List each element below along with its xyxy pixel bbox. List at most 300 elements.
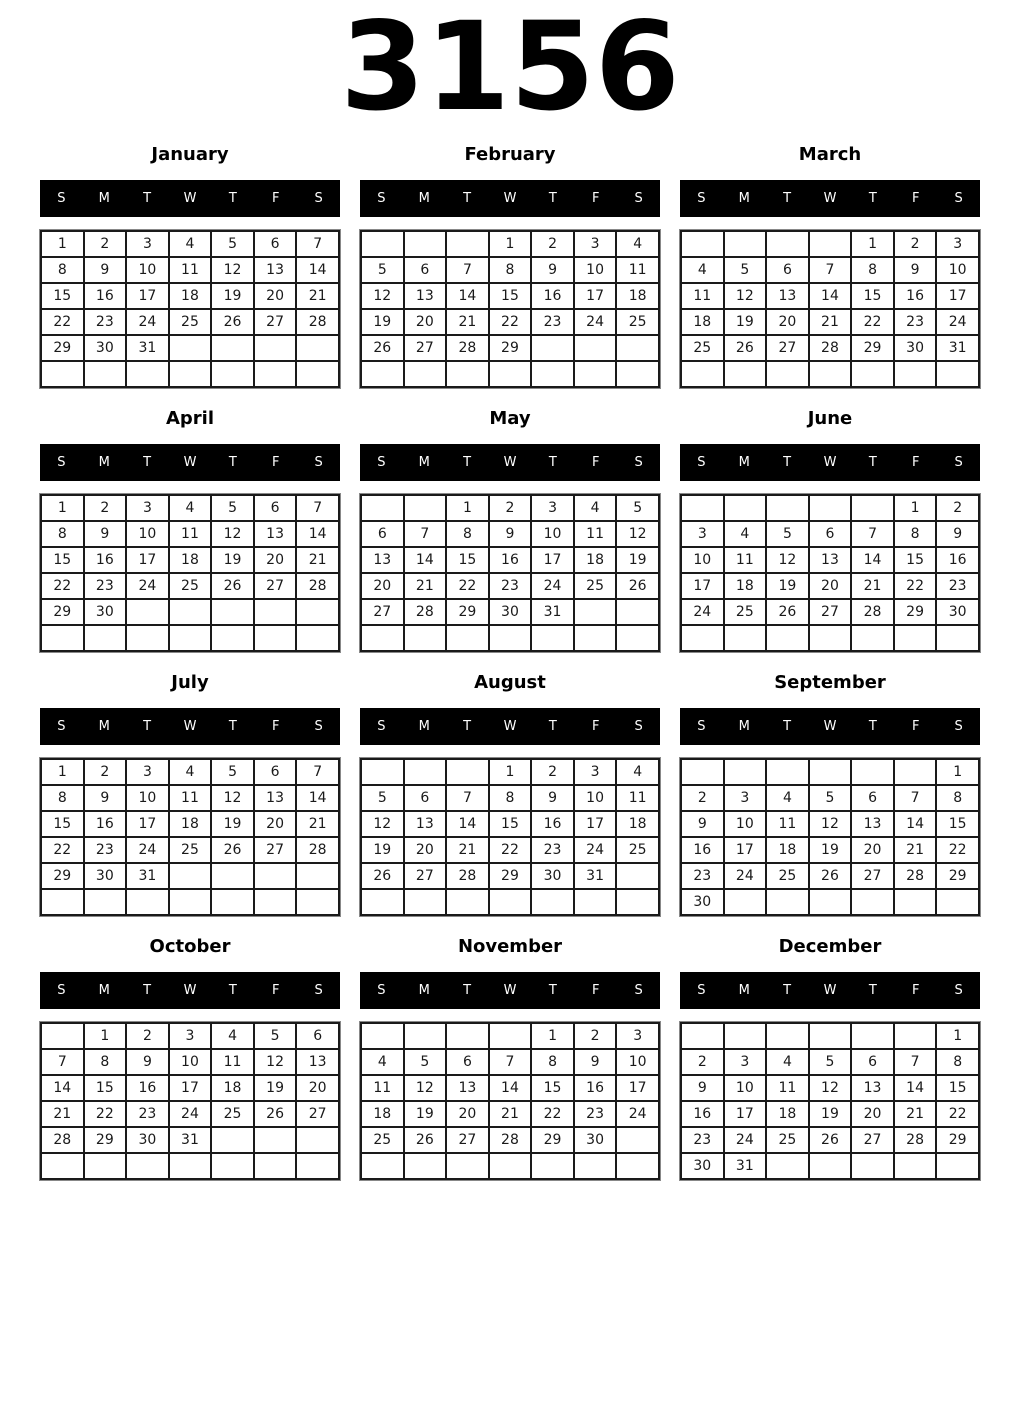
month-december bbox=[680, 926, 980, 1180]
day-cell: 28 bbox=[446, 863, 489, 889]
day-cell: 26 bbox=[809, 1127, 852, 1153]
week-row bbox=[681, 837, 979, 863]
day-cell: 8 bbox=[531, 1049, 574, 1075]
weekday-label: M bbox=[738, 191, 750, 206]
empty-cell bbox=[681, 1023, 724, 1049]
day-cell: 6 bbox=[296, 1023, 339, 1049]
day-cell: 18 bbox=[169, 811, 212, 837]
day-cell: 11 bbox=[574, 521, 617, 547]
day-cell: 17 bbox=[616, 1075, 659, 1101]
weekday-label: F bbox=[271, 191, 280, 206]
week-row bbox=[41, 1153, 339, 1179]
empty-cell bbox=[681, 625, 724, 651]
day-cell: 6 bbox=[851, 785, 894, 811]
month-day-grid bbox=[360, 758, 660, 916]
day-cell: 16 bbox=[894, 283, 937, 309]
empty-cell bbox=[84, 625, 127, 651]
empty-cell bbox=[681, 495, 724, 521]
day-cell: 13 bbox=[254, 785, 297, 811]
day-cell: 24 bbox=[126, 309, 169, 335]
day-cell: 3 bbox=[681, 521, 724, 547]
day-cell: 29 bbox=[41, 335, 84, 361]
weekday-label: W bbox=[503, 719, 517, 734]
day-cell: 26 bbox=[361, 863, 404, 889]
weekday-label: F bbox=[591, 719, 600, 734]
weekday-label: M bbox=[98, 191, 110, 206]
weekday-label: W bbox=[183, 191, 197, 206]
day-cell: 25 bbox=[169, 309, 212, 335]
weekday-label: T bbox=[548, 719, 557, 734]
month-day-grid bbox=[40, 230, 340, 388]
day-cell: 2 bbox=[936, 495, 979, 521]
weekday-label: T bbox=[463, 719, 472, 734]
day-cell: 27 bbox=[254, 837, 297, 863]
day-cell: 27 bbox=[404, 863, 447, 889]
empty-cell bbox=[211, 1153, 254, 1179]
weekday-label: W bbox=[503, 191, 517, 206]
empty-cell bbox=[254, 335, 297, 361]
day-cell: 19 bbox=[616, 547, 659, 573]
day-cell: 10 bbox=[724, 811, 767, 837]
empty-cell bbox=[126, 889, 169, 915]
day-cell: 20 bbox=[361, 573, 404, 599]
day-cell: 15 bbox=[894, 547, 937, 573]
month-day-grid bbox=[40, 1022, 340, 1180]
day-cell: 6 bbox=[404, 257, 447, 283]
day-cell: 27 bbox=[851, 1127, 894, 1153]
day-cell: 15 bbox=[936, 811, 979, 837]
day-cell: 4 bbox=[169, 759, 212, 785]
empty-cell bbox=[41, 361, 84, 387]
day-cell: 8 bbox=[936, 1049, 979, 1075]
day-cell: 13 bbox=[404, 283, 447, 309]
empty-cell bbox=[574, 335, 617, 361]
empty-cell bbox=[489, 1153, 532, 1179]
day-cell: 5 bbox=[809, 1049, 852, 1075]
month-title: March bbox=[798, 144, 862, 165]
day-cell: 23 bbox=[531, 309, 574, 335]
day-cell: 5 bbox=[616, 495, 659, 521]
empty-cell bbox=[41, 625, 84, 651]
day-cell: 4 bbox=[766, 785, 809, 811]
weekday-label: S bbox=[954, 983, 963, 998]
day-cell: 14 bbox=[296, 257, 339, 283]
weekday-label: S bbox=[634, 191, 643, 206]
day-cell: 6 bbox=[254, 759, 297, 785]
week-row bbox=[41, 231, 339, 257]
month-february bbox=[360, 134, 660, 388]
empty-cell bbox=[724, 361, 767, 387]
day-cell: 21 bbox=[489, 1101, 532, 1127]
day-cell: 3 bbox=[724, 785, 767, 811]
day-cell: 12 bbox=[724, 283, 767, 309]
week-row bbox=[681, 1049, 979, 1075]
empty-cell bbox=[489, 1023, 532, 1049]
day-cell: 2 bbox=[84, 759, 127, 785]
empty-cell bbox=[851, 625, 894, 651]
week-row bbox=[681, 1127, 979, 1153]
empty-cell bbox=[724, 759, 767, 785]
week-row bbox=[361, 309, 659, 335]
day-cell: 10 bbox=[531, 521, 574, 547]
day-cell: 29 bbox=[84, 1127, 127, 1153]
empty-cell bbox=[254, 361, 297, 387]
weekday-label: T bbox=[783, 191, 792, 206]
empty-cell bbox=[126, 1153, 169, 1179]
day-cell: 2 bbox=[574, 1023, 617, 1049]
day-cell: 21 bbox=[446, 309, 489, 335]
day-cell: 27 bbox=[446, 1127, 489, 1153]
week-row bbox=[41, 759, 339, 785]
day-cell: 16 bbox=[84, 547, 127, 573]
empty-cell bbox=[211, 889, 254, 915]
day-cell: 14 bbox=[894, 811, 937, 837]
weekday-label: W bbox=[823, 455, 837, 470]
weekday-label: T bbox=[868, 983, 877, 998]
day-cell: 12 bbox=[254, 1049, 297, 1075]
day-cell: 6 bbox=[766, 257, 809, 283]
empty-cell bbox=[211, 625, 254, 651]
month-july bbox=[40, 662, 340, 916]
day-cell: 29 bbox=[489, 335, 532, 361]
weekday-label: T bbox=[463, 983, 472, 998]
day-cell: 2 bbox=[84, 231, 127, 257]
empty-cell bbox=[126, 599, 169, 625]
weekday-label: T bbox=[143, 983, 152, 998]
day-cell: 5 bbox=[361, 257, 404, 283]
empty-cell bbox=[616, 335, 659, 361]
day-cell: 9 bbox=[531, 785, 574, 811]
day-cell: 29 bbox=[489, 863, 532, 889]
day-cell: 15 bbox=[489, 811, 532, 837]
day-cell: 26 bbox=[724, 335, 767, 361]
weekday-label: S bbox=[954, 719, 963, 734]
month-title: July bbox=[171, 672, 209, 693]
weekday-label: M bbox=[418, 455, 430, 470]
weekday-label: T bbox=[228, 191, 237, 206]
day-cell: 27 bbox=[851, 863, 894, 889]
day-cell: 12 bbox=[211, 257, 254, 283]
month-day-grid bbox=[360, 230, 660, 388]
day-cell: 29 bbox=[41, 599, 84, 625]
weekday-header bbox=[680, 708, 980, 745]
month-title: August bbox=[474, 672, 546, 693]
day-cell: 21 bbox=[851, 573, 894, 599]
empty-cell bbox=[809, 759, 852, 785]
day-cell: 16 bbox=[574, 1075, 617, 1101]
weekday-label: T bbox=[868, 719, 877, 734]
day-cell: 22 bbox=[489, 309, 532, 335]
week-row bbox=[41, 1049, 339, 1075]
day-cell: 19 bbox=[211, 283, 254, 309]
weekday-label: S bbox=[954, 191, 963, 206]
week-row bbox=[41, 521, 339, 547]
empty-cell bbox=[616, 1127, 659, 1153]
day-cell: 14 bbox=[894, 1075, 937, 1101]
week-row bbox=[361, 283, 659, 309]
empty-cell bbox=[574, 1153, 617, 1179]
day-cell: 13 bbox=[254, 257, 297, 283]
empty-cell bbox=[404, 231, 447, 257]
empty-cell bbox=[41, 1023, 84, 1049]
day-cell: 28 bbox=[296, 573, 339, 599]
month-march bbox=[680, 134, 980, 388]
day-cell: 31 bbox=[126, 335, 169, 361]
week-row bbox=[41, 837, 339, 863]
empty-cell bbox=[809, 1153, 852, 1179]
day-cell: 21 bbox=[41, 1101, 84, 1127]
week-row bbox=[361, 837, 659, 863]
day-cell: 30 bbox=[489, 599, 532, 625]
day-cell: 15 bbox=[446, 547, 489, 573]
day-cell: 29 bbox=[894, 599, 937, 625]
day-cell: 18 bbox=[766, 1101, 809, 1127]
day-cell: 7 bbox=[809, 257, 852, 283]
weekday-header bbox=[680, 444, 980, 481]
day-cell: 22 bbox=[936, 837, 979, 863]
day-cell: 17 bbox=[126, 811, 169, 837]
week-row bbox=[41, 283, 339, 309]
day-cell: 22 bbox=[489, 837, 532, 863]
day-cell: 19 bbox=[809, 1101, 852, 1127]
day-cell: 13 bbox=[404, 811, 447, 837]
day-cell: 9 bbox=[894, 257, 937, 283]
day-cell: 7 bbox=[296, 759, 339, 785]
day-cell: 8 bbox=[851, 257, 894, 283]
day-cell: 2 bbox=[681, 1049, 724, 1075]
day-cell: 12 bbox=[361, 811, 404, 837]
day-cell: 12 bbox=[361, 283, 404, 309]
day-cell: 6 bbox=[809, 521, 852, 547]
weekday-header bbox=[360, 708, 660, 745]
day-cell: 17 bbox=[531, 547, 574, 573]
day-cell: 7 bbox=[41, 1049, 84, 1075]
day-cell: 22 bbox=[446, 573, 489, 599]
day-cell: 21 bbox=[446, 837, 489, 863]
week-row bbox=[361, 625, 659, 651]
day-cell: 24 bbox=[681, 599, 724, 625]
empty-cell bbox=[851, 759, 894, 785]
empty-cell bbox=[894, 889, 937, 915]
day-cell: 7 bbox=[894, 1049, 937, 1075]
day-cell: 18 bbox=[681, 309, 724, 335]
week-row bbox=[361, 1023, 659, 1049]
day-cell: 7 bbox=[296, 231, 339, 257]
week-row bbox=[681, 785, 979, 811]
empty-cell bbox=[361, 231, 404, 257]
day-cell: 16 bbox=[489, 547, 532, 573]
empty-cell bbox=[681, 231, 724, 257]
day-cell: 20 bbox=[851, 1101, 894, 1127]
day-cell: 18 bbox=[766, 837, 809, 863]
weekday-label: T bbox=[868, 191, 877, 206]
day-cell: 7 bbox=[296, 495, 339, 521]
day-cell: 1 bbox=[84, 1023, 127, 1049]
day-cell: 24 bbox=[616, 1101, 659, 1127]
empty-cell bbox=[404, 361, 447, 387]
day-cell: 20 bbox=[766, 309, 809, 335]
empty-cell bbox=[446, 889, 489, 915]
month-title: April bbox=[165, 408, 215, 429]
week-row bbox=[681, 283, 979, 309]
empty-cell bbox=[361, 759, 404, 785]
day-cell: 18 bbox=[169, 283, 212, 309]
day-cell: 28 bbox=[446, 335, 489, 361]
weekday-label: W bbox=[503, 983, 517, 998]
week-row bbox=[41, 361, 339, 387]
day-cell: 18 bbox=[616, 283, 659, 309]
day-cell: 11 bbox=[681, 283, 724, 309]
day-cell: 4 bbox=[681, 257, 724, 283]
month-june bbox=[680, 398, 980, 652]
day-cell: 10 bbox=[574, 257, 617, 283]
empty-cell bbox=[296, 625, 339, 651]
empty-cell bbox=[211, 1127, 254, 1153]
day-cell: 30 bbox=[84, 863, 127, 889]
day-cell: 12 bbox=[211, 521, 254, 547]
day-cell: 3 bbox=[616, 1023, 659, 1049]
month-january bbox=[40, 134, 340, 388]
day-cell: 28 bbox=[851, 599, 894, 625]
month-title: January bbox=[151, 144, 229, 165]
week-row bbox=[41, 1023, 339, 1049]
week-row bbox=[361, 1075, 659, 1101]
day-cell: 23 bbox=[489, 573, 532, 599]
day-cell: 23 bbox=[84, 309, 127, 335]
day-cell: 14 bbox=[851, 547, 894, 573]
weekday-label: S bbox=[314, 983, 323, 998]
day-cell: 23 bbox=[84, 837, 127, 863]
day-cell: 25 bbox=[681, 335, 724, 361]
day-cell: 17 bbox=[724, 837, 767, 863]
weekday-label: F bbox=[911, 719, 920, 734]
empty-cell bbox=[616, 889, 659, 915]
week-row bbox=[681, 547, 979, 573]
week-row bbox=[41, 1101, 339, 1127]
month-day-grid bbox=[360, 494, 660, 652]
day-cell: 27 bbox=[361, 599, 404, 625]
day-cell: 29 bbox=[446, 599, 489, 625]
day-cell: 26 bbox=[361, 335, 404, 361]
week-row bbox=[681, 521, 979, 547]
week-row bbox=[681, 1101, 979, 1127]
day-cell: 12 bbox=[766, 547, 809, 573]
empty-cell bbox=[296, 1127, 339, 1153]
day-cell: 7 bbox=[446, 785, 489, 811]
day-cell: 16 bbox=[531, 811, 574, 837]
week-row bbox=[41, 811, 339, 837]
week-row bbox=[361, 495, 659, 521]
day-cell: 13 bbox=[766, 283, 809, 309]
day-cell: 28 bbox=[41, 1127, 84, 1153]
empty-cell bbox=[211, 863, 254, 889]
day-cell: 27 bbox=[404, 335, 447, 361]
day-cell: 7 bbox=[894, 785, 937, 811]
empty-cell bbox=[489, 625, 532, 651]
day-cell: 13 bbox=[361, 547, 404, 573]
day-cell: 30 bbox=[681, 1153, 724, 1179]
empty-cell bbox=[616, 1153, 659, 1179]
month-day-grid bbox=[680, 494, 980, 652]
empty-cell bbox=[894, 1023, 937, 1049]
day-cell: 11 bbox=[616, 257, 659, 283]
empty-cell bbox=[766, 1153, 809, 1179]
day-cell: 9 bbox=[84, 521, 127, 547]
day-cell: 15 bbox=[851, 283, 894, 309]
day-cell: 28 bbox=[489, 1127, 532, 1153]
empty-cell bbox=[851, 889, 894, 915]
day-cell: 10 bbox=[681, 547, 724, 573]
day-cell: 8 bbox=[489, 785, 532, 811]
day-cell: 4 bbox=[724, 521, 767, 547]
weekday-label: W bbox=[183, 719, 197, 734]
empty-cell bbox=[296, 863, 339, 889]
week-row bbox=[41, 599, 339, 625]
day-cell: 5 bbox=[809, 785, 852, 811]
weekday-label: F bbox=[591, 983, 600, 998]
empty-cell bbox=[616, 863, 659, 889]
month-title: December bbox=[778, 936, 882, 957]
day-cell: 5 bbox=[211, 231, 254, 257]
weekday-label: T bbox=[783, 983, 792, 998]
week-row bbox=[681, 257, 979, 283]
empty-cell bbox=[574, 889, 617, 915]
week-row bbox=[361, 231, 659, 257]
weekday-label: W bbox=[503, 455, 517, 470]
weekday-label: F bbox=[911, 455, 920, 470]
day-cell: 18 bbox=[574, 547, 617, 573]
empty-cell bbox=[361, 889, 404, 915]
week-row bbox=[361, 1153, 659, 1179]
weekday-header bbox=[40, 972, 340, 1009]
day-cell: 30 bbox=[936, 599, 979, 625]
day-cell: 17 bbox=[126, 547, 169, 573]
week-row bbox=[41, 547, 339, 573]
month-day-grid bbox=[360, 1022, 660, 1180]
day-cell: 1 bbox=[936, 759, 979, 785]
day-cell: 28 bbox=[404, 599, 447, 625]
day-cell: 4 bbox=[211, 1023, 254, 1049]
day-cell: 2 bbox=[126, 1023, 169, 1049]
weekday-label: S bbox=[377, 983, 386, 998]
weekday-label: W bbox=[183, 455, 197, 470]
week-row bbox=[41, 257, 339, 283]
weekday-label: W bbox=[823, 983, 837, 998]
empty-cell bbox=[211, 335, 254, 361]
empty-cell bbox=[489, 361, 532, 387]
day-cell: 13 bbox=[851, 811, 894, 837]
day-cell: 15 bbox=[489, 283, 532, 309]
empty-cell bbox=[84, 1153, 127, 1179]
day-cell: 17 bbox=[126, 283, 169, 309]
weekday-label: F bbox=[271, 455, 280, 470]
day-cell: 1 bbox=[489, 759, 532, 785]
day-cell: 16 bbox=[84, 283, 127, 309]
weekday-header bbox=[40, 180, 340, 217]
day-cell: 20 bbox=[254, 283, 297, 309]
day-cell: 10 bbox=[126, 257, 169, 283]
weekday-label: S bbox=[377, 191, 386, 206]
week-row bbox=[361, 1049, 659, 1075]
empty-cell bbox=[531, 335, 574, 361]
day-cell: 1 bbox=[41, 495, 84, 521]
week-row bbox=[681, 573, 979, 599]
day-cell: 16 bbox=[531, 283, 574, 309]
day-cell: 15 bbox=[84, 1075, 127, 1101]
weekday-label: S bbox=[954, 455, 963, 470]
week-row bbox=[681, 889, 979, 915]
empty-cell bbox=[296, 335, 339, 361]
